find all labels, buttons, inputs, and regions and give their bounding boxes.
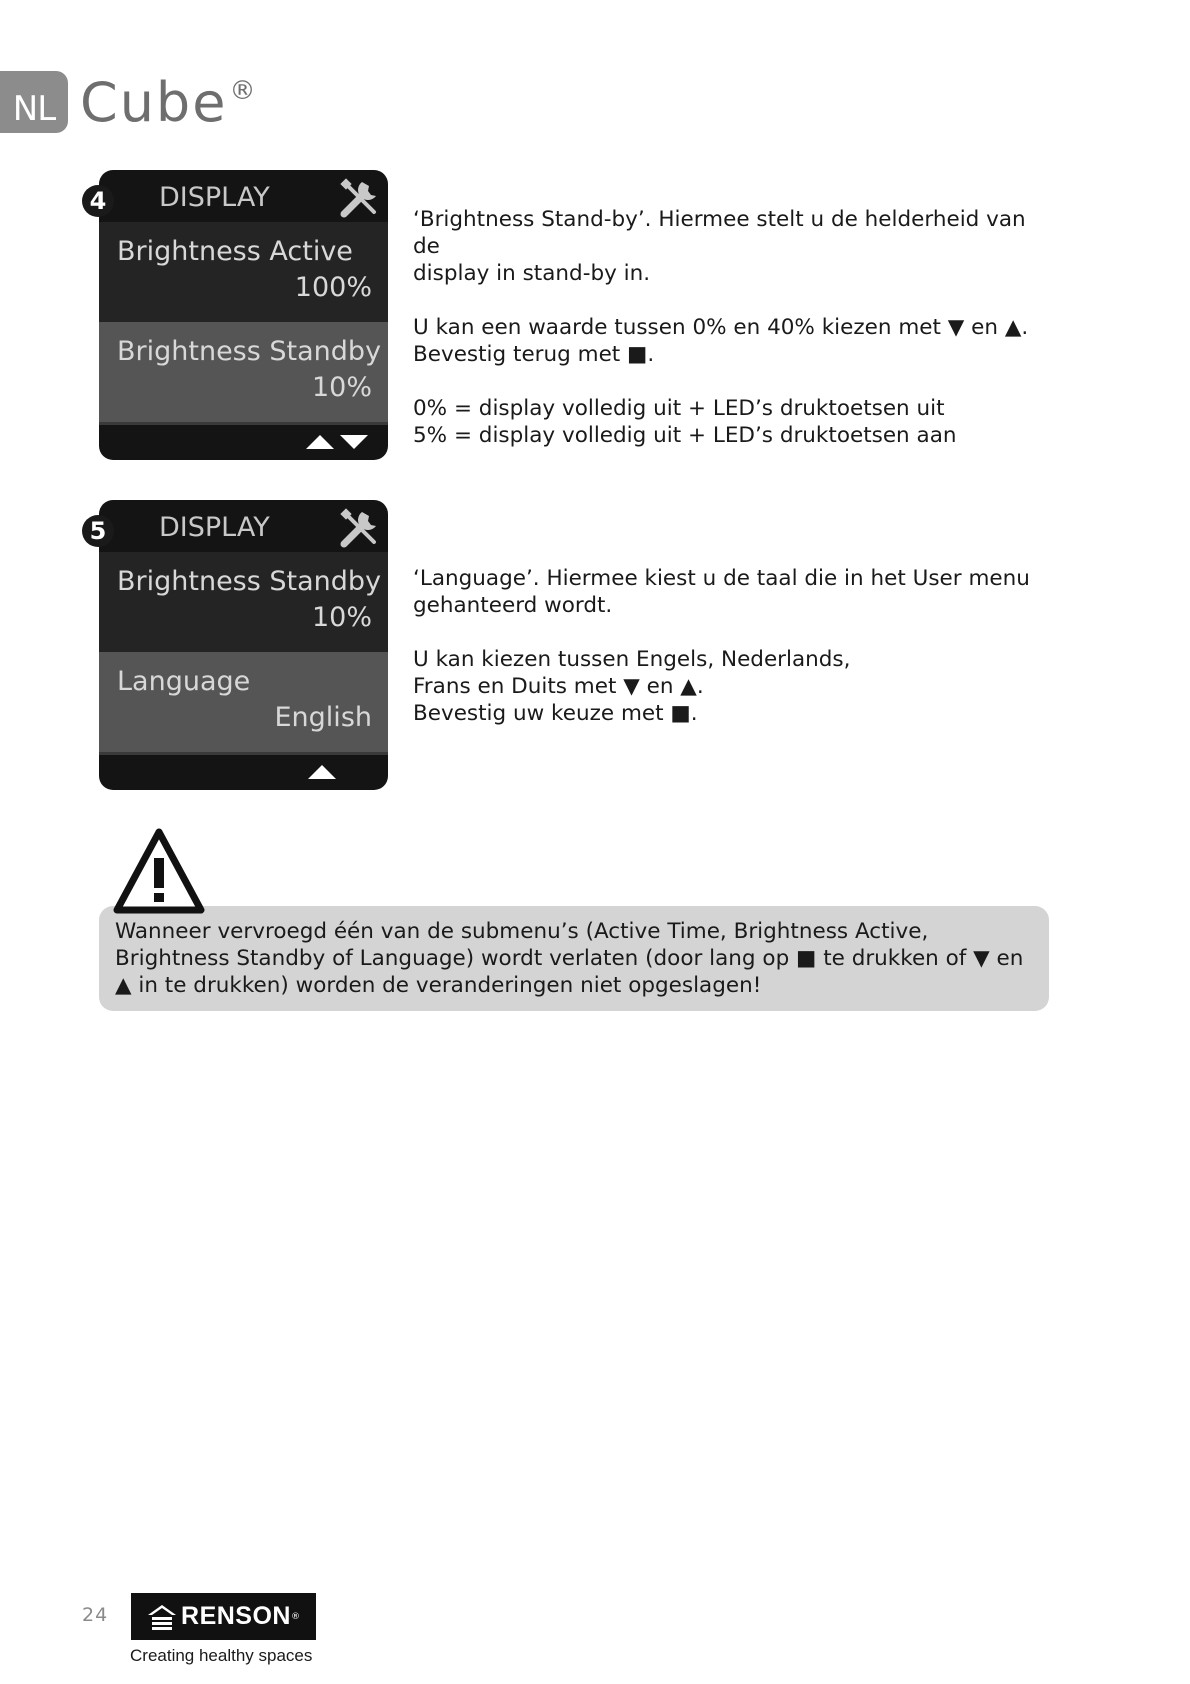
menu-row-label: Brightness Active <box>117 236 353 267</box>
tools-icon <box>338 506 382 550</box>
menu-row-brightness-standby <box>99 322 388 422</box>
menu-row-label: Brightness Standby <box>117 566 382 597</box>
paragraph: ‘Language’. Hiermee kiest u de taal die in het User menu gehanteerd wordt. <box>413 566 1030 618</box>
step-number-4: 4 <box>82 185 114 217</box>
registered-mark: ® <box>229 75 258 106</box>
logo-text: RENSON <box>181 1602 291 1630</box>
menu-row-value: 100% <box>294 272 372 303</box>
tools-icon <box>338 176 382 220</box>
arrow-up-icon <box>306 435 334 449</box>
product-title <box>80 71 257 134</box>
page-header <box>0 70 257 134</box>
menu-row-value: English <box>274 702 372 733</box>
display-screen-step5 <box>99 500 388 790</box>
warning-text: Wanneer vervroegd één van de submenu’s (Active Time, Brightness Active, Brightness Standby of Language) wordt verlaten (door lang op ■ te drukken of ▼ en ▲ in te drukken) worden de veranderingen niet opgeslagen! <box>115 919 1024 998</box>
paragraph: U kan kiezen tussen Engels, Nederlands, Frans en Duits met ▼ en ▲. Bevestig uw keuze met ■. <box>413 647 851 726</box>
product-title-text: Cube <box>80 70 228 134</box>
nav-arrows <box>306 435 368 449</box>
screen-bottombar <box>99 752 388 790</box>
screen-title: DISPLAY <box>159 182 270 213</box>
screen-title: DISPLAY <box>159 512 270 543</box>
menu-row-value: 10% <box>311 602 372 633</box>
arrow-up-icon <box>308 765 336 779</box>
renson-logo <box>131 1593 316 1640</box>
step4-description <box>413 206 1053 476</box>
warning-box <box>99 906 1049 1011</box>
arrow-down-icon <box>340 435 368 449</box>
display-screen-step4 <box>99 170 388 460</box>
menu-row-label: Brightness Standby <box>117 336 382 367</box>
menu-row-brightness-standby <box>99 552 388 652</box>
menu-row-label: Language <box>117 666 251 697</box>
screen-bottombar <box>99 422 388 460</box>
menu-row-value: 10% <box>311 372 372 403</box>
warning-icon <box>113 828 205 914</box>
screen-topbar <box>99 500 388 552</box>
language-badge: NL <box>0 71 68 133</box>
step5-description <box>413 565 1053 754</box>
menu-row-brightness-active <box>99 222 388 322</box>
house-icon <box>147 1604 177 1630</box>
paragraph: 0% = display volledig uit + LED’s druktoetsen uit 5% = display volledig uit + LED’s druktoetsen aan <box>413 396 957 448</box>
paragraph: ‘Brightness Stand-by’. Hiermee stelt u de helderheid van de display in stand-by in. <box>413 207 1026 286</box>
screen-topbar <box>99 170 388 222</box>
step-number-5: 5 <box>82 515 114 547</box>
menu-row-language <box>99 652 388 752</box>
nav-arrows <box>308 765 336 779</box>
page-number: 24 <box>82 1604 109 1626</box>
paragraph: U kan een waarde tussen 0% en 40% kiezen met ▼ en ▲. Bevestig terug met ■. <box>413 315 1029 367</box>
logo-mark: ® <box>290 1611 300 1622</box>
brand-tagline: Creating healthy spaces <box>130 1646 313 1665</box>
